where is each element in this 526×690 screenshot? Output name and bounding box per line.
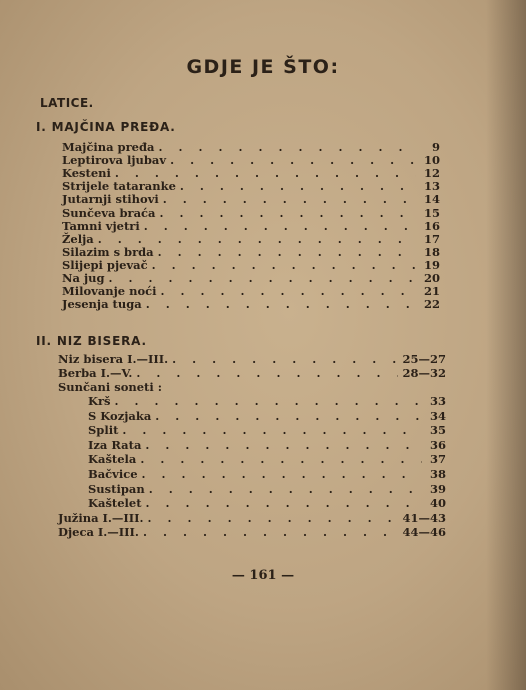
toc-entry-page: 18: [423, 244, 440, 259]
toc-entry: [58, 366, 446, 380]
collection-heading: LATICE.: [40, 96, 94, 110]
toc-entry-page: 22: [423, 297, 440, 312]
toc-entry: [88, 452, 446, 466]
dot-leader: [143, 525, 399, 539]
toc-entry-page: 44—46: [402, 524, 446, 539]
toc-entry-page: 9: [431, 140, 440, 154]
dot-leader: [115, 394, 422, 408]
toc-entry-title: Sustipan: [88, 481, 145, 496]
toc-entry: [88, 496, 446, 510]
section-heading-1: I. MAJČINA PREĐA.: [36, 120, 176, 134]
toc-entry-title: Leptirova ljubav: [62, 153, 167, 168]
toc-entry: [62, 258, 440, 272]
toc-entry-page: 25—27: [402, 352, 446, 366]
dot-leader: [160, 206, 417, 220]
dot-leader: [115, 166, 416, 180]
toc-entry-title: Kaštelet: [88, 496, 142, 511]
toc-entry-page: 21: [423, 284, 440, 299]
dot-leader: [146, 297, 416, 311]
page-edge-shadow: [486, 0, 526, 690]
toc-entry: [62, 140, 440, 154]
toc-entry-page: 14: [423, 192, 440, 207]
toc-entry-title: Južina I.—III.: [58, 510, 144, 525]
toc-entry-title: Krš: [88, 394, 111, 408]
toc-entry-title: Silazim s brda: [62, 244, 154, 259]
dot-leader: [180, 179, 416, 193]
dot-leader: [158, 245, 416, 259]
toc-entry-title: Split: [88, 423, 119, 438]
toc-entry-page: 39: [429, 481, 446, 496]
toc-entry-title: Niz bisera I.—III.: [58, 352, 169, 366]
toc-entry: [88, 482, 446, 496]
toc-entry-page: 15: [423, 205, 440, 220]
dot-leader: [148, 511, 399, 525]
section-heading-2: II. NIZ BISERA.: [36, 334, 147, 348]
toc-entry-page: 38: [429, 467, 446, 481]
toc-entry-page: 35: [429, 423, 446, 438]
dot-leader: [152, 258, 416, 272]
toc-entry: [62, 284, 440, 298]
toc-entry-page: 28—32: [402, 366, 446, 380]
dot-leader: [155, 409, 422, 423]
toc-entry-page: 16: [423, 218, 440, 233]
toc-entry-page: 12: [423, 166, 440, 181]
toc-entry-title: Jutarnji stihovi: [62, 192, 159, 207]
toc-entry-title: Sunčeva braća: [62, 205, 156, 220]
dot-leader: [122, 423, 422, 437]
toc-entry: [88, 438, 446, 452]
dot-leader: [98, 232, 416, 246]
toc-entry-title: Djeca I.—III.: [58, 524, 139, 539]
toc-entry: [58, 511, 446, 525]
toc-entry-title: Sunčani soneti :: [58, 380, 162, 394]
dot-leader: [149, 482, 422, 496]
dot-leader: [170, 153, 416, 167]
toc-entry: [88, 409, 446, 423]
toc-entry-title: Iza Rata: [88, 437, 142, 452]
toc-entry-page: 37: [429, 452, 446, 467]
toc-entry-page: 33: [429, 394, 446, 408]
dot-leader: [146, 496, 422, 510]
toc-entry-page: 36: [429, 437, 446, 452]
toc-entry: [62, 271, 440, 285]
dot-leader: [161, 284, 416, 298]
dot-leader: [144, 219, 416, 233]
dot-leader: [136, 366, 398, 380]
toc-entry-title: Kesteni: [62, 166, 111, 181]
toc-entry-page: 41—43: [402, 510, 446, 525]
toc-entry-page: 34: [429, 408, 446, 423]
toc-entry-title: Majčina pređa: [62, 140, 155, 154]
toc-entry: [88, 423, 446, 437]
toc-entry-title: Slijepi pjevač: [62, 257, 148, 272]
toc-entry-title: Tamni vjetri: [62, 218, 140, 233]
toc-entry-page: 40: [429, 496, 446, 511]
dot-leader: [140, 452, 422, 466]
toc-entry-title: Bačvice: [88, 467, 138, 481]
toc-entry: [58, 525, 446, 539]
toc-entry-title: Kaštela: [88, 452, 137, 467]
toc-entry: [62, 153, 440, 167]
toc-entry: [62, 232, 440, 246]
toc-entry-title: Milovanje noći: [62, 284, 157, 299]
toc-entry-title: Jesenja tuga: [62, 297, 142, 312]
toc-entry: [62, 206, 440, 220]
toc-entry-page: 17: [423, 231, 440, 246]
toc-entry-page: 19: [423, 257, 440, 272]
page-number: — 161 —: [231, 568, 295, 583]
toc-entry: [62, 245, 440, 259]
toc-entry-title: Berba I.—V.: [58, 366, 133, 380]
toc-entry-page: 13: [423, 179, 440, 194]
toc-entry: [62, 297, 440, 311]
toc-entry: [62, 166, 440, 180]
page-title: GDJE JE ŠTO:: [186, 56, 340, 78]
toc-entry-title: S Kozjaka: [88, 408, 152, 423]
toc-entry-title: Strijele tataranke: [62, 179, 176, 194]
dot-leader: [158, 140, 416, 154]
toc-entry: [58, 352, 446, 366]
toc-entry-title: Želja: [62, 231, 94, 246]
dot-leader: [145, 438, 422, 452]
toc-entry: [88, 467, 446, 481]
toc-entry-title: Na jug: [62, 271, 105, 285]
toc-entry: [58, 380, 446, 394]
dot-leader: [172, 352, 398, 366]
toc-entry: [62, 219, 440, 233]
dot-leader: [142, 467, 422, 481]
dot-leader: [109, 271, 416, 285]
toc-entry: [62, 179, 440, 193]
dot-leader: [163, 192, 416, 206]
toc-entry-page: 10: [423, 153, 440, 168]
toc-entry-page: 20: [423, 271, 440, 285]
toc-entry: [88, 394, 446, 408]
toc-entry: [62, 192, 440, 206]
